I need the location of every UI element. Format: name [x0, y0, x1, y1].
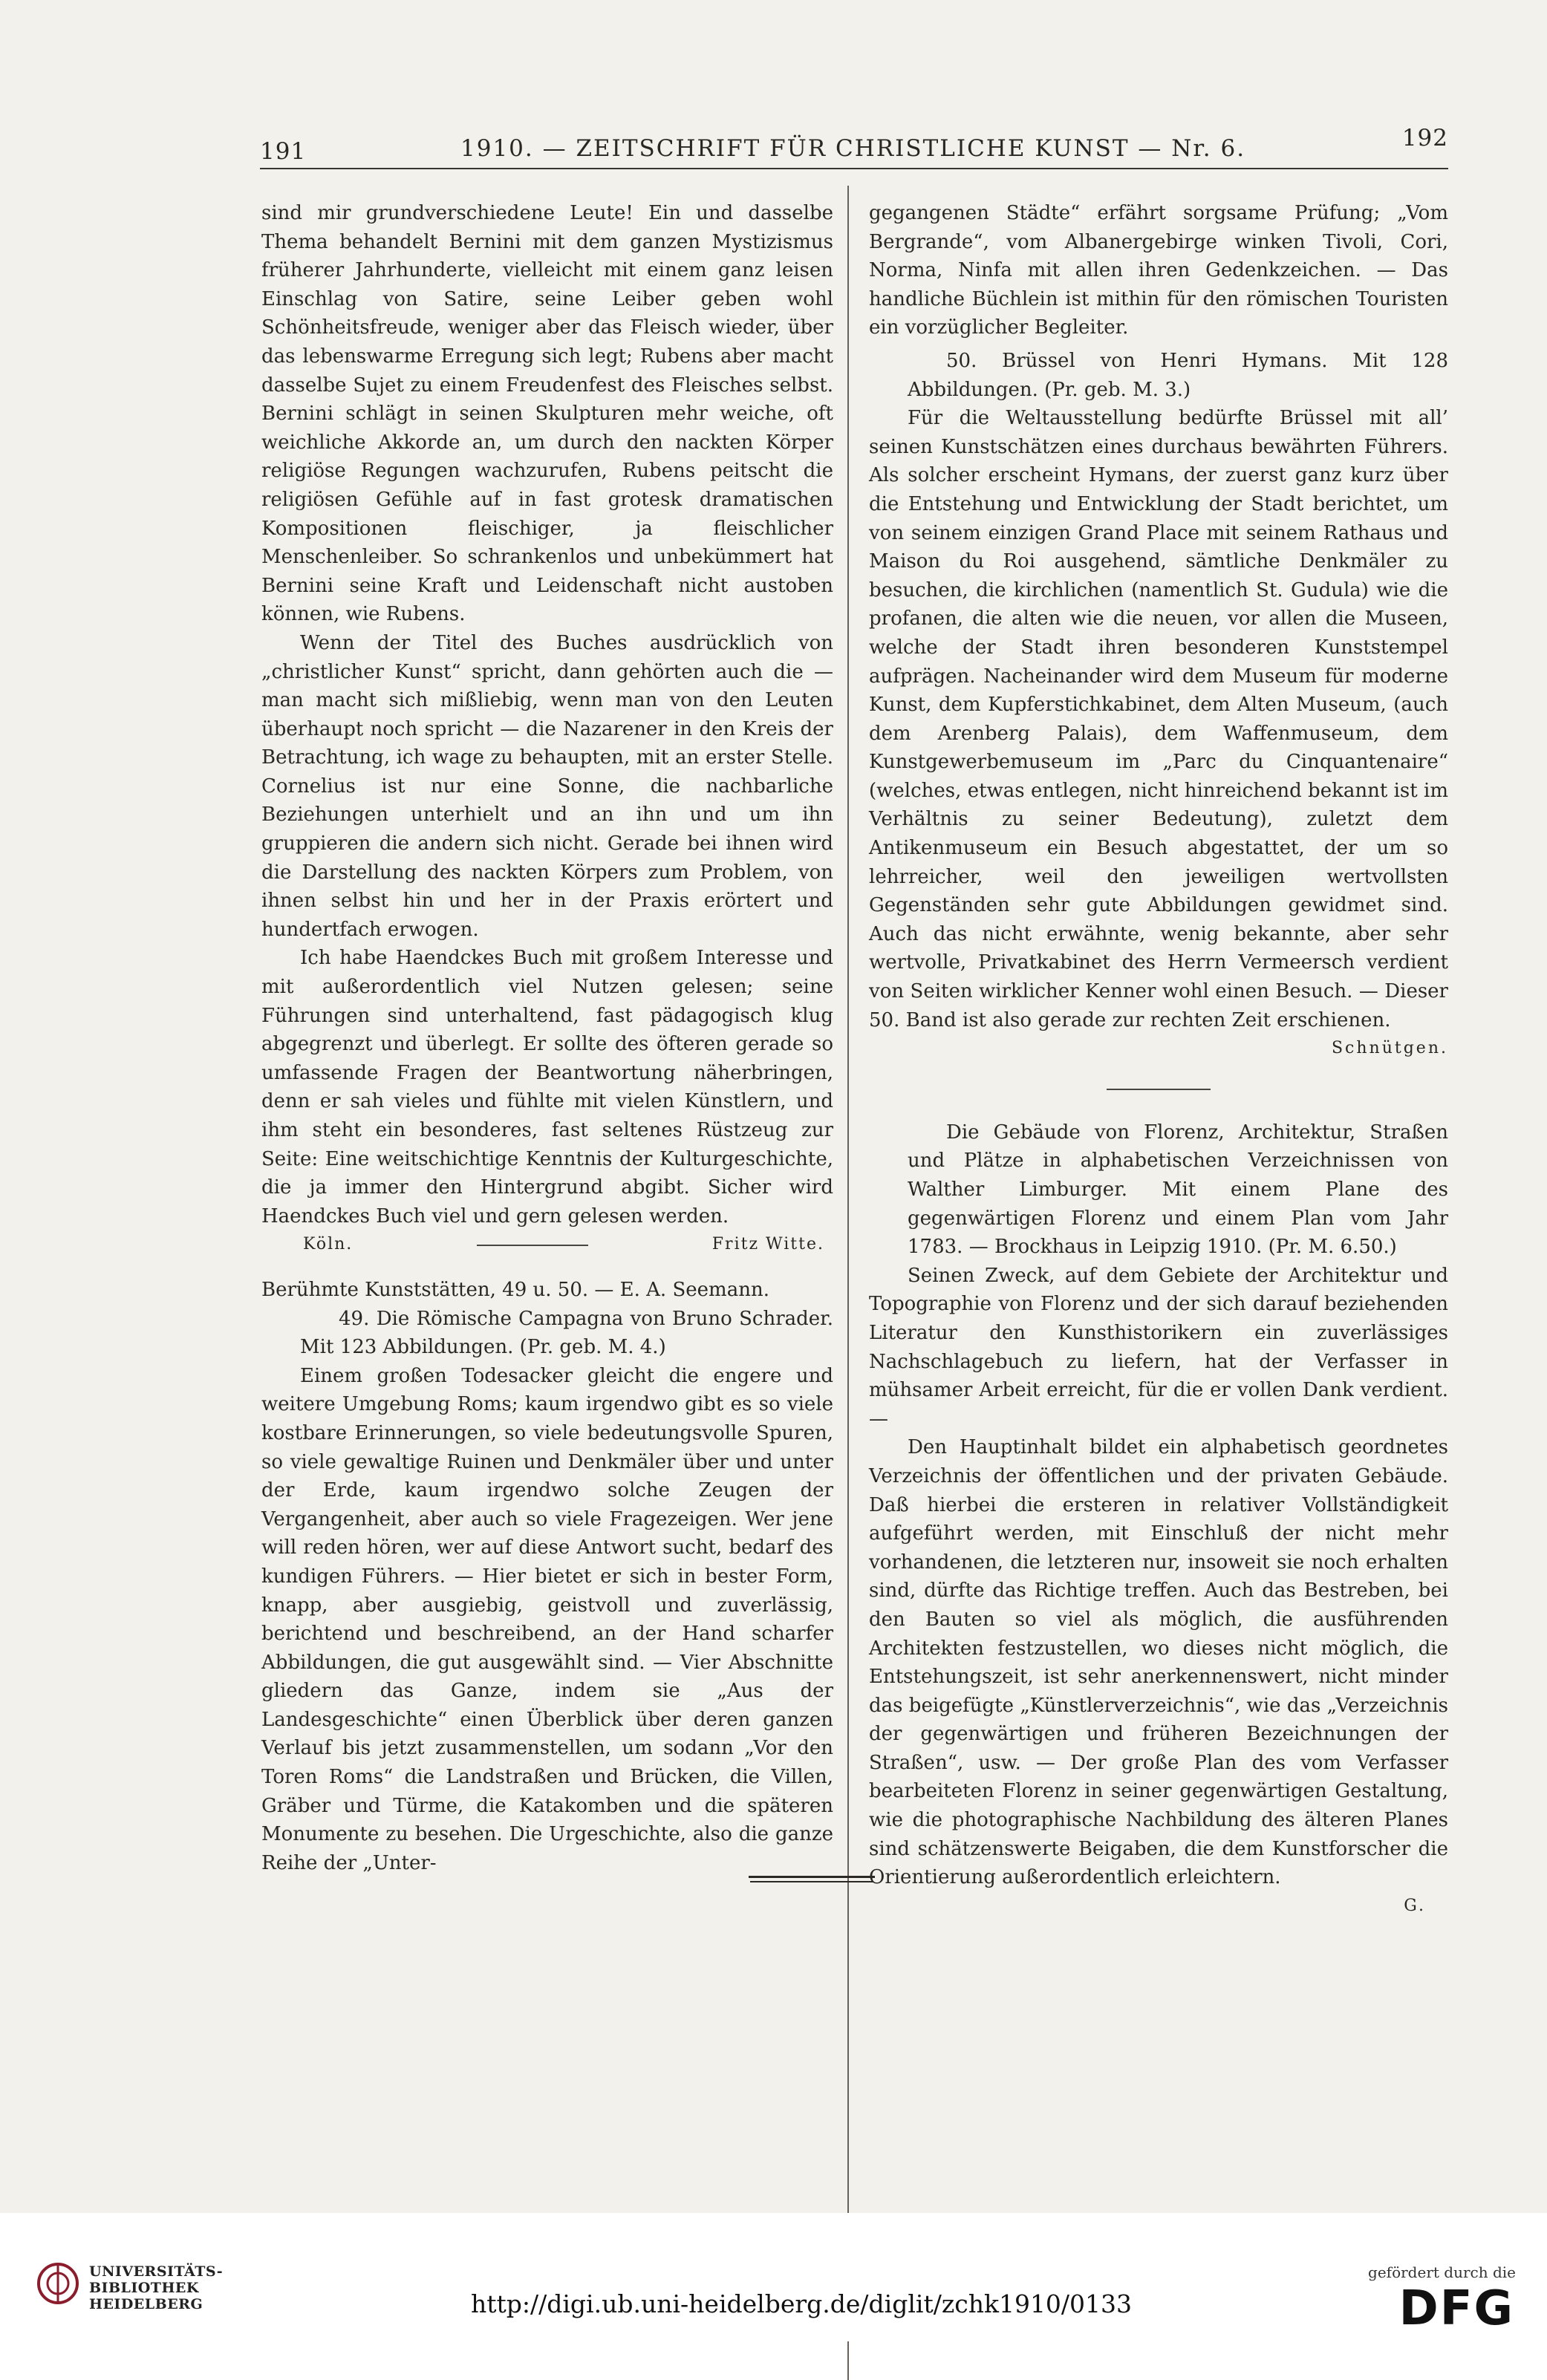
paragraph: Einem großen Todesacker gleicht die engere und weitere Umgebung Roms; kaum irgendwo gibt es so viele kostbare Erinnerungen, so viele bedeutungsvolle Spuren, so viele gewaltige Ruinen und Denkmäler über und unter der Erde, kaum irgendwo solche Zeugen der Vergangenheit, aber auch so viele Fragezeigen. Wer jene will reden hören, wer auf diese Antwort sucht, bedarf des kundigen Führers. — Hier bietet er sich in bester Form, knapp, aber ausgiebig, geistvoll und zuverlässig, berichtend und beschreibend, an der Hand scharfer Abbildungen, die gut ausgewählt sind. — Vier Abschnitte gliedern das Ganze, indem sie „Aus der Landesgeschichte“ einen Überblick über deren ganzen Verlauf bis jetzt zusammenstellen, um sodann „Vor den Toren Roms“ die Landstraßen und Brücken, die Villen, Gräber und Türme, die Katakomben und die späteren Monumente zu besehen. Die Urgeschichte, also die ganze Reihe der „Unter- [261, 1364, 833, 1874]
library-name [89, 2263, 223, 2312]
book-entry-49: 49. Die Römische Campagna von Bruno Schrader. Mit 123 Abbildungen. (Pr. geb. M. 4.) [300, 1307, 833, 1359]
journal-title: 1910. — ZEITSCHRIFT FÜR CHRISTLICHE KUNST — Nr. 6. [460, 135, 1246, 162]
end-rule-thin [750, 1881, 873, 1882]
end-rule [749, 1876, 875, 1878]
running-header [260, 125, 1448, 169]
library-name-line: UNIVERSITÄTS- [89, 2263, 224, 2280]
paragraph: Seinen Zweck, auf dem Gebiete der Architektur und Topographie von Florenz und der sich darauf beziehenden Literatur den Kunsthistorikern ein zuverlässiges Nachschlagebuch zu liefern, hat der Verfasser in mühsamer Arbeit erreicht, für die er vollen Dank verdient. — [869, 1264, 1448, 1430]
signature-place: Köln. [303, 1235, 354, 1254]
book-entry-50: 50. Brüssel von Henri Hymans. Mit 128 Abbildungen. (Pr. geb. M. 3.) [908, 349, 1448, 401]
page-number-right: 192 [1401, 125, 1448, 151]
paragraph: Wenn der Titel des Buches ausdrücklich von „christlicher Kunst“ spricht, dann gehörten auch die — man macht sich mißliebig, wenn man von den Leuten überhaupt noch spricht — die Nazarener in den Kreis der Betrachtung, ich wage zu behaupten, mit an erster Stelle. Cornelius ist nur eine Sonne, die nachbarliche Beziehungen unterhielt und an ihn und um ihn gruppieren die andern sich nicht. Gerade bei ihnen wird die Darstellung des nackten Körpers zum Problem, von ihnen selbst hin und her in der Praxis erörtert und hundertfach erwogen. [261, 631, 833, 941]
library-name-line: BIBLIOTHEK [89, 2280, 199, 2296]
signature: Schnütgen. [1331, 1039, 1448, 1058]
footer-bar [0, 2213, 1547, 2341]
left-column [261, 199, 833, 1877]
dfg-logo: DFG [1398, 2281, 1514, 2336]
separator-rule [1107, 1089, 1211, 1090]
signature-line [261, 1230, 833, 1259]
right-column [869, 199, 1448, 1920]
paragraph: Den Hauptinhalt bildet ein alphabetisch geordnetes Verzeichnis der öffentlichen und der privaten Gebäude. Daß hierbei die ersteren in relativer Vollständigkeit aufgeführt werden, mit Einschluß der nicht mehr vorhandenen, die letzteren nur, insoweit sie noch erhalten sind, dürfte das Richtige treffen. Auch das Bestreben, bei den Bauten so viel als möglich, die ausführenden Architekten festzustellen, wo dieses nicht möglich, die Entstehungszeit, ist sehr anerkennenswert, nicht minder das beigefügte „Künstlerverzeichnis“, wie das „Verzeichnis der gegenwärtigen und früheren Bezeichnungen der Straßen“, usw. — Der große Plan des vom Verfasser bearbeiteten Florenz in seiner gegenwärtigen Gestaltung, wie die photographische Nachbildung des älteren Planes sind schätzenswerte Beigaben, die dem Kunstforscher die Orientierung außerordentlich erleichtern. [869, 1436, 1448, 1889]
book-entry-florenz: Die Gebäude von Florenz, Architektur, Straßen und Plätze in alphabetischen Verzeichnissen von Walther Limburger. Mit einem Plane des gegenwärtigen Florenz und einem Plan vom Jahr 1783. — Brockhaus in Leipzig 1910. (Pr. M. 6.50.) [908, 1121, 1448, 1259]
column-divider [847, 186, 849, 2380]
paragraph: Für die Weltausstellung bedürfte Brüssel mit all’ seinen Kunstschätzen eines durchaus bewährten Führers. Als solcher erscheint Hymans, der zuerst ganz kurz über die Entstehung und Entwicklung der Stadt berichtet, um von seinem einzigen Grand Place mit seinem Rathaus und Maison du Roi ausgehend, sämtliche Denkmäler zu besuchen, die kirchlichen (namentlich St. Gudula) wie die profanen, die alten wie die neuen, vor allen die Museen, welche der Stadt ihren besonderen Kunststempel aufprägen. Nacheinander wird dem Museum für moderne Kunst, dem Kupferstichkabinet, dem Alten Museum, (auch dem Arenberg Palais), dem Waffenmuseum, dem Kunstgewerbemuseum im „Parc du Cinquantenaire“ (welches, etwas entlegen, nicht hinreichend bekannt ist im Verhältnis zu seiner Bedeutung), zuletzt dem Antikenmuseum ein Besuch abgestattet, der um so lehrreicher, weil den jeweiligen wertvollsten Gegenständen sehr gute Abbildungen gewidmet sind. Auch das nicht erwähnte, wenig bekannte, aber sehr wertvolle, Privatkabinet des Herrn Vermeersch verdient von Seiten wirklicher Kenner wohl einen Besuch. — Dieser 50. Band ist also gerade zur rechten Zeit erschienen. [869, 407, 1448, 1031]
permalink[interactable]: http://digi.ub.uni-heidelberg.de/diglit/zchk1910/0133 [471, 2289, 1133, 2318]
paragraph: Ich habe Haendckes Buch mit großem Interesse und mit außerordentlich viel Nutzen gelesen; seine Führungen sind unterhaltend, fast pädagogisch klug abgegrenzt und überlegt. Er sollte des öfteren gerade so umfassende Fragen der Beantwortung näherbringen, denn er sah vieles und fühlte mit vielen Künstlern, und ihm steht ein besonderes, fast seltenes Rüstzeug zur Seite: Eine weitschichtige Kenntnis der Kulturgeschichte, die ja immer den Hintergrund abgibt. Sicher wird Haendckes Buch viel und gern gelesen werden. [261, 947, 833, 1228]
signature-name: Fritz Witte. [711, 1235, 824, 1254]
page-number-left: 191 [260, 138, 307, 165]
signature: G. [1404, 1896, 1426, 1915]
paragraph: gegangenen Städte“ erfährt sorgsame Prüfung; „Vom Bergrande“, vom Albanergebirge winken Tivoli, Cori, Norma, Ninfa mit allen ihren Gedenkzeichen. — Das handliche Büchlein ist mithin für den römischen Touristen ein vorzüglicher Begleiter. [869, 202, 1448, 339]
separator-rule [477, 1245, 588, 1246]
funding-note: gefördert durch die [1368, 2263, 1516, 2281]
series-heading: Berühmte Kunststätten, 49 u. 50. — E. A. Seemann. [261, 1278, 769, 1301]
library-name-line: HEIDELBERG [89, 2296, 203, 2312]
header-rule [260, 168, 1448, 169]
paragraph: sind mir grundverschiedene Leute! Ein und dasselbe Thema behandelt Bernini mit dem ganzen Mystizismus früherer Jahrhunderte, vielleicht mit einem ganz leisen Einschlag von Satire, seine Leiber geben wohl Schönheitsfreude, weniger aber das Fleisch wieder, über das lebenswarme Erregung sich legt; Rubens aber macht dasselbe Sujet zu einem Freudenfest des Fleisches selbst. Bernini schlägt in seinen Skulpturen mehr weiche, oft weichliche Akkorde an, um durch den nackten Körper religiöse Regungen wachzurufen, Rubens peitscht die religiösen Gefühle auf in fast grotesk dramatischen Kompositionen fleischiger, ja fleischlicher Menschenleiber. So schrankenlos und unbekümmert hat Bernini seine Kraft und Leidenschaft nicht austoben können, wie Rubens. [261, 202, 833, 626]
university-seal-icon [36, 2261, 80, 2306]
